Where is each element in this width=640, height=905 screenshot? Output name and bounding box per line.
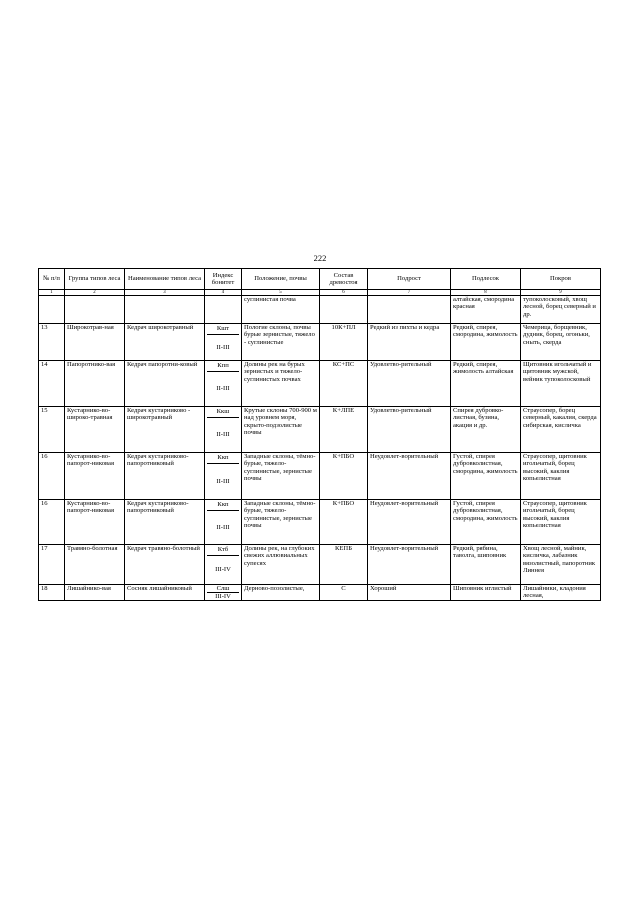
regrowth-cell: Неудовлет-ворительный bbox=[368, 545, 451, 585]
undergrowth-cell: Редкий, рябина, таволга, шиповник bbox=[451, 545, 521, 585]
index-code: Ккш bbox=[207, 407, 239, 418]
column-number: 1 bbox=[39, 290, 65, 296]
forest-group-cell: Кустарнико-во-папорот-никовая bbox=[65, 453, 125, 500]
index-code: Ккп bbox=[207, 453, 239, 464]
forest-type-name-cell: Кедрач травяно-болотный bbox=[125, 545, 205, 585]
forest-group-cell: Кустарнико-во-папорот-никовая bbox=[65, 500, 125, 545]
cover-cell: Страусопер, борец северный, какалия, скерда сибирская, кисличка bbox=[521, 407, 601, 453]
index-bonitet-cell bbox=[205, 545, 242, 585]
cover-cell: Хвощ лесной, майник, кисличка, лабазник вязолистный, папоротник Линнея bbox=[521, 545, 601, 585]
header-cell: Группа типов леса bbox=[65, 269, 125, 290]
undergrowth-cell: Редкий, спирея, жимолость алтайская bbox=[451, 361, 521, 407]
page-number: 222 bbox=[313, 253, 327, 263]
row-number: 17 bbox=[39, 545, 65, 585]
row-number: 16 bbox=[39, 500, 65, 545]
cover-cell: Страусопер, щитовник игольчатый, борец высокий, каклия копьелистная bbox=[521, 500, 601, 545]
composition-cell: КС+ПС bbox=[320, 361, 368, 407]
bonitet-class: III-IV bbox=[215, 592, 231, 600]
cover-cell: Страусопер, щитовник игольчатый, борец высокий, каклия копьелистная bbox=[521, 453, 601, 500]
index-bonitet-cell bbox=[205, 585, 242, 601]
composition-cell: С bbox=[320, 585, 368, 601]
index-code: Ктб bbox=[207, 545, 239, 556]
position-cell: Пологие склоны, почвы бурые зернистые, тяжело - суглинистые bbox=[242, 324, 320, 361]
header-cell: Положение, почвы bbox=[242, 269, 320, 290]
column-number: 5 bbox=[242, 290, 320, 296]
table-row bbox=[39, 361, 601, 407]
regrowth-cell: Неудовлет-ворительный bbox=[368, 500, 451, 545]
index-bonitet-cell bbox=[205, 500, 242, 545]
cover-cell: Лишайники, кладония лесная, bbox=[521, 585, 601, 601]
header-cell: Подрост bbox=[368, 269, 451, 290]
bonitet-class: II-III bbox=[216, 343, 230, 351]
forest-type-name-cell: Кедрач кустарниково-папоротниковый bbox=[125, 453, 205, 500]
bonitet-class: II-III bbox=[216, 477, 230, 485]
table-row bbox=[39, 453, 601, 500]
header-row bbox=[39, 269, 601, 290]
position-cell: Западные склоны, тёмно-бурые, тяжело-суглинистые, зернистые почвы bbox=[242, 453, 320, 500]
undergrowth-cell: Шиповник иглистый bbox=[451, 585, 521, 601]
index-bonitet-cell bbox=[205, 407, 242, 453]
table-row bbox=[39, 407, 601, 453]
bonitet-class: III-IV bbox=[215, 566, 231, 574]
bonitet-class: II-III bbox=[216, 431, 230, 439]
header-cell: Индекс бонитет bbox=[205, 269, 242, 290]
column-number: 8 bbox=[451, 290, 521, 296]
bonitet-class: II-III bbox=[216, 385, 230, 393]
index-bonitet-cell bbox=[205, 453, 242, 500]
index-bonitet-cell bbox=[205, 324, 242, 361]
index-bonitet-cell bbox=[205, 361, 242, 407]
position-cell: Дерново-позолистые, bbox=[242, 585, 320, 601]
index-code: Кпп bbox=[207, 361, 239, 372]
header-cell: № п/п bbox=[39, 269, 65, 290]
forest-group-cell: Папоротнико-вая bbox=[65, 361, 125, 407]
forest-types-table bbox=[38, 268, 601, 601]
index-code: Ккп bbox=[207, 500, 239, 511]
index-code: Слш bbox=[207, 585, 239, 593]
composition-cell: 10К+ПЛ bbox=[320, 324, 368, 361]
continuation-row bbox=[39, 296, 601, 324]
header-cell: Покров bbox=[521, 269, 601, 290]
forest-type-name-cell: Кедрач кустарниково - широкотравный bbox=[125, 407, 205, 453]
composition-cell: КЕПБ bbox=[320, 545, 368, 585]
forest-group-cell: Кустарнико-во-широко-травная bbox=[65, 407, 125, 453]
column-number: 6 bbox=[320, 290, 368, 296]
index-code: Кшт bbox=[207, 324, 239, 335]
header-cell: Состав древостоя bbox=[320, 269, 368, 290]
composition-cell: К+ЛПЕ bbox=[320, 407, 368, 453]
regrowth-cell: Редкий из пихты и кедра bbox=[368, 324, 451, 361]
position-cell: Крутые склоны 700-900 м над уровнем моря, скрыто-подзолистые почвы bbox=[242, 407, 320, 453]
cover-cell: тупоколосковый, хвощ лесной, борец северный и др. bbox=[521, 296, 601, 324]
forest-type-name-cell: Кедрач папоротни-ковый bbox=[125, 361, 205, 407]
position-cell: суглинистая почва bbox=[242, 296, 320, 324]
forest-type-name-cell: Кедрач широкотравный bbox=[125, 324, 205, 361]
forest-type-name-cell: Кедрач кустарниково-папоротниковый bbox=[125, 500, 205, 545]
regrowth-cell: Неудовлет-ворительный bbox=[368, 453, 451, 500]
header-cell: Наименование типов леса bbox=[125, 269, 205, 290]
bonitet-class: II-III bbox=[216, 523, 230, 531]
forest-group-cell: Лишайнико-вая bbox=[65, 585, 125, 601]
regrowth-cell: Удовлетво-рительный bbox=[368, 361, 451, 407]
table-row bbox=[39, 585, 601, 601]
forest-group-cell: Широкотрав-ная bbox=[65, 324, 125, 361]
regrowth-cell: Удовлетво-рительный bbox=[368, 407, 451, 453]
undergrowth-cell: алтайская, смородина красная bbox=[451, 296, 521, 324]
undergrowth-cell: Спирея дубровко-листная, бузина, акация и др. bbox=[451, 407, 521, 453]
table-row bbox=[39, 500, 601, 545]
position-cell: Западные склоны, тёмно-бурые, тяжело-суглинистые, зернистые почвы bbox=[242, 500, 320, 545]
cover-cell: Чемерица, борщевник, дудник, борец, огоньки, сныть, скерда bbox=[521, 324, 601, 361]
undergrowth-cell: Редкий, спирея, смородина, жимолость bbox=[451, 324, 521, 361]
position-cell: Долины рек, на глубоких свежих аллювиальных супесях bbox=[242, 545, 320, 585]
column-number: 7 bbox=[368, 290, 451, 296]
regrowth-cell: Хороший bbox=[368, 585, 451, 601]
cover-cell: Щитовник игольчатый и щитовник мужской, вейник тупоколосковый bbox=[521, 361, 601, 407]
row-number: 13 bbox=[39, 324, 65, 361]
forest-type-name-cell: Сосняк лишайниковый bbox=[125, 585, 205, 601]
row-number: 14 bbox=[39, 361, 65, 407]
table-row bbox=[39, 324, 601, 361]
header-cell: Подлесок bbox=[451, 269, 521, 290]
position-cell: Долины рек на бурых зернистых и тяжело-суглинистых почвах bbox=[242, 361, 320, 407]
composition-cell: К+ПБО bbox=[320, 453, 368, 500]
row-number: 16 bbox=[39, 453, 65, 500]
undergrowth-cell: Густой, спирея дубровколистная, смородина, жимолость bbox=[451, 453, 521, 500]
table-row bbox=[39, 545, 601, 585]
column-number: 3 bbox=[125, 290, 205, 296]
column-number: 2 bbox=[65, 290, 125, 296]
undergrowth-cell: Густой, спирея дубровколистная, смородина, жимолость bbox=[451, 500, 521, 545]
column-number: 4 bbox=[205, 290, 242, 296]
column-number: 9 bbox=[521, 290, 601, 296]
row-number: 18 bbox=[39, 585, 65, 601]
row-number: 15 bbox=[39, 407, 65, 453]
forest-group-cell: Травяно-болотная bbox=[65, 545, 125, 585]
composition-cell: К+ПБО bbox=[320, 500, 368, 545]
